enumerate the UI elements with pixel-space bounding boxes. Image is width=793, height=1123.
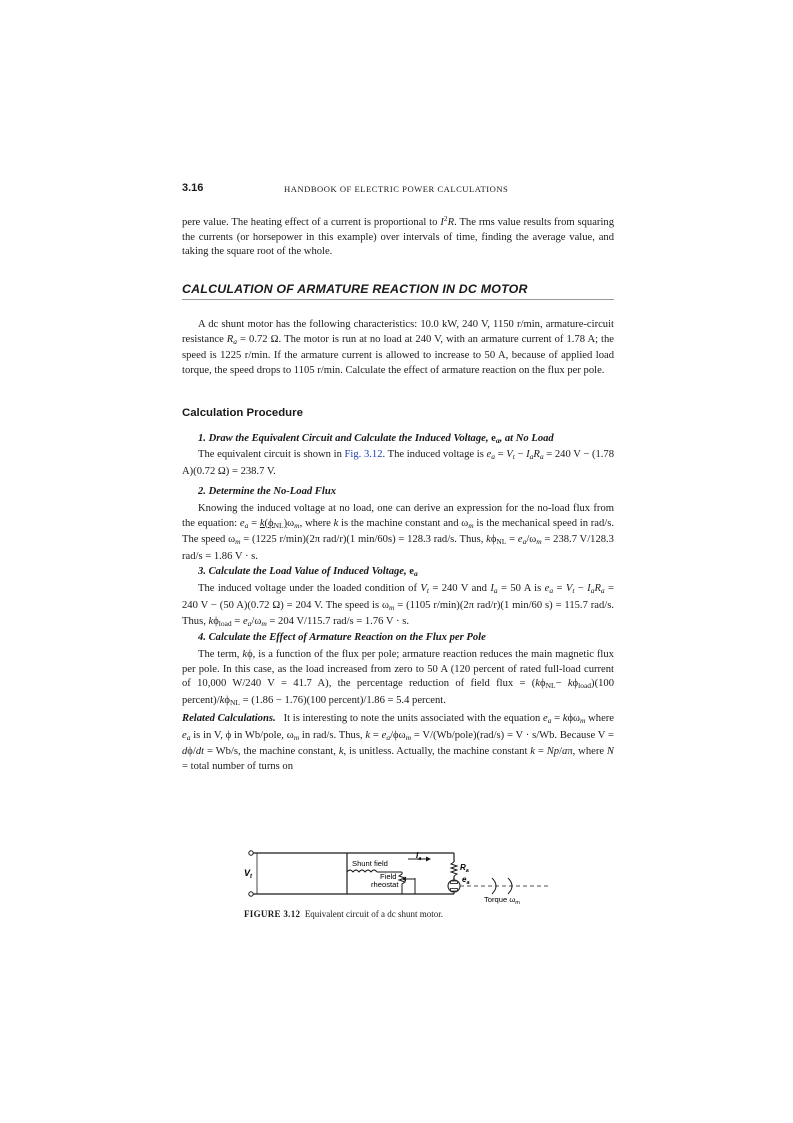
- step4-text: The term, kϕ, is a function of the flux per pole; armature reaction reduces the main magnetic flux per pole. In this case, as the load increased from zero to 50 A (120 percent of rated full-load current of 10,000 W/240 V = 41.7 A), the percentage reduction of field flux = $(k\phi_{NL}- k\phi_{load})(100$ $percent)/k\phi_{NL} = (1.86 - 1.76)(100$ percent)/1.86 = 5.4 percent.: [182, 649, 614, 707]
- procedure-heading: Calculation Procedure: [182, 407, 303, 419]
- label-vt: $V_t$: [244, 868, 253, 880]
- step1-title: 1. Draw the Equivalent Circuit and Calculate the Induced Voltage, $e_a$, at No Load: [198, 433, 554, 445]
- equivalent-circuit-figure: [240, 848, 560, 904]
- section-title: CALCULATION OF ARMATURE REACTION IN DC MOTOR: [182, 282, 528, 296]
- label-shunt-field: Shunt field: [352, 859, 388, 868]
- armature-resistor: [451, 862, 457, 876]
- figure-link[interactable]: Fig. 3.12: [344, 449, 383, 460]
- label-ia: $I_a$: [416, 851, 422, 862]
- figure-caption: FIGURE 3.12 Equivalent circuit of a dc shunt motor.: [244, 909, 444, 919]
- related-calculations: Related Calculations. It is interesting to note the units associated with the equation $e_a = k\phi\omega_m$ where $e_a$ is in V, ϕ in Wb/pole, $\omega_m$ in rad/s. Thus, $k = e_a/\phi\omega_m$ = V/(Wb/pole)(rad/s) = V · s/Wb. Because V = dϕ/dt = Wb/s, the machine constant, k, is unitless. Actually, the machine constant k = Np/aπ, where N = total number of turns on: [182, 713, 614, 772]
- problem-statement: A dc shunt motor has the following characteristics: 10.0 kW, 240 V, 1150 r/min, armature-circuit resistance $R_a = 0.72$ Ω. The motor is run at no load at 240 V, with an armature current of 1.78 A; the speed is 1225 r/min. If the armature current is allowed to increase to 50 A, because of applied load torque, the speed drops to 1105 r/min. Calculate the effect of armature reaction on the flux per pole.: [182, 319, 615, 376]
- step2-text: Knowing the induced voltage at no load, one can derive an expression for the no-load flux from the equation: $e_a = k(\phi_{NL})\omega_m$, where k is the machine constant and $\omega_m$ is the mechanical speed in rad/s. The speed $\omega_m = (1225$ r/min)(2π rad/r)(1 min/60s) = 128.3 rad/s. Thus, $k\phi_{NL} = e_a/\omega_m = 238.7$ V/128.3 rad/s = 1.86 V · s.: [182, 503, 615, 562]
- label-ra: $R_a$: [460, 863, 469, 874]
- running-head: HANDBOOK OF ELECTRIC POWER CALCULATIONS: [284, 184, 509, 194]
- label-rheostat: rheostat: [371, 880, 399, 889]
- step1-text: The equivalent circuit is shown in Fig. 3.12. The induced voltage is $e_a = V_t - I_aR_a = 240$ V − (1.78 A)(0.72 Ω) = 238.7 V.: [182, 449, 615, 477]
- step3-text: The induced voltage under the loaded condition of $V_t = 240$ V and $I_a = 50$ A is $e_a = V_t - I_aR_a = 240$ V − (50 A)(0.72 Ω) = 204 V. The speed is $\omega_m = (1105$ r/min)(2π rad/r)(1 min/60 s) = 115.7 rad/s. Thus, $k\phi_{load} = e_a/\omega_m = 204$ V/115.7 rad/s = 1.76 V · s.: [182, 583, 615, 629]
- label-field: Field: [380, 872, 397, 881]
- field-rheostat: [399, 872, 405, 894]
- intro-paragraph: pere value. The heating effect of a current is proportional to $I^2R$. The rms value results from squaring the currents (or horsepower in this example) over intervals of time, finding the average value, and taking the square root of the whole.: [182, 214, 614, 258]
- step4-title: 4. Calculate the Effect of Armature Reaction on the Flux per Pole: [198, 632, 486, 643]
- page-number: 3.16: [182, 182, 204, 194]
- label-ea: $e_a$: [462, 875, 470, 886]
- label-torque: Torque $\omega_m$: [484, 895, 520, 904]
- step3-title: 3. Calculate the Load Value of Induced Voltage, $e_a$: [198, 566, 418, 578]
- step2-title: 2. Determine the No-Load Flux: [198, 486, 337, 497]
- shunt-field-coil: [347, 870, 377, 872]
- section-rule: [182, 299, 614, 300]
